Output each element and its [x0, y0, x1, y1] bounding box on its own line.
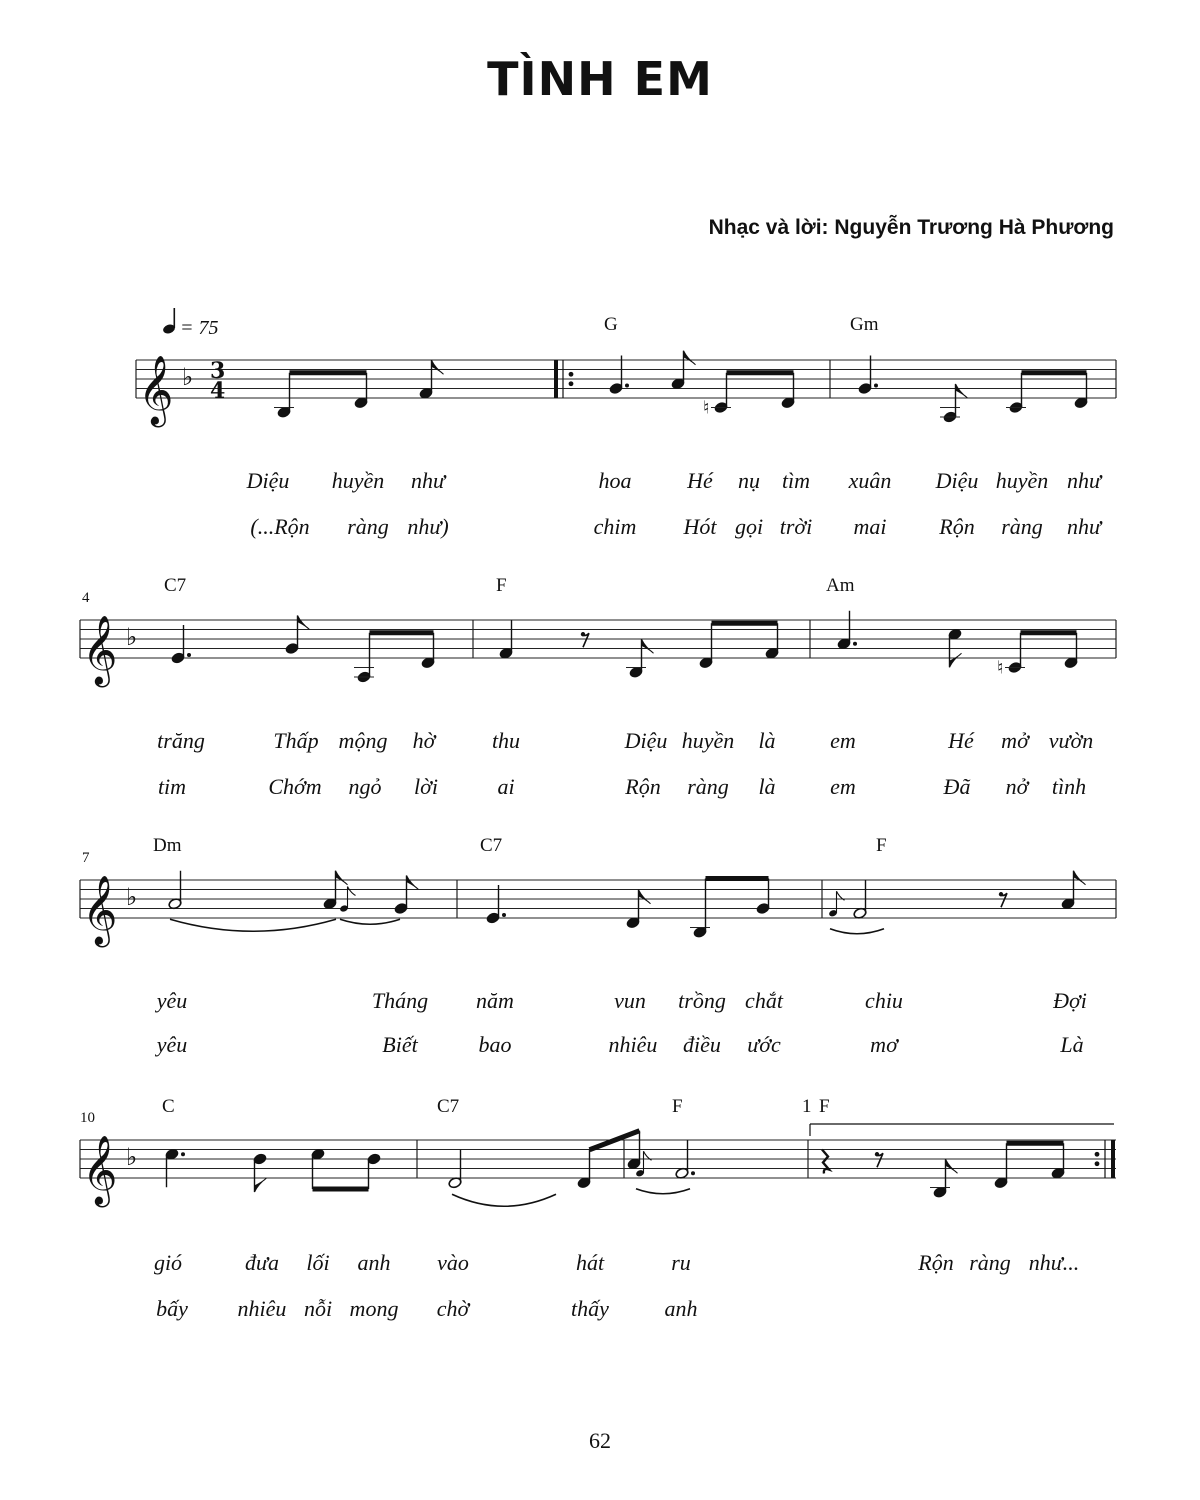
- dot: [874, 384, 878, 388]
- lyric-syllable: hờ: [412, 728, 436, 753]
- lyric-syllable: Là: [1060, 1032, 1084, 1057]
- lyric-syllable: ràng: [969, 1250, 1011, 1275]
- eighth-flag: [432, 360, 444, 374]
- lyric-syllable: Đợi: [1053, 988, 1087, 1013]
- treble-clef-icon: 𝄞: [82, 615, 118, 685]
- repeat-dot: [1095, 1152, 1100, 1157]
- lyric-syllable: Diệu: [624, 728, 668, 753]
- lyric-syllable: như: [1067, 514, 1101, 539]
- lyric-syllable: tim: [157, 774, 187, 799]
- lyric-syllable: em: [830, 774, 856, 799]
- lyric-syllable: Hé: [948, 728, 974, 753]
- dot: [625, 384, 629, 388]
- lyric-syllable: chắt: [745, 988, 783, 1013]
- eighth-flag: [946, 1159, 958, 1173]
- lyric-syllable: Rộn: [939, 514, 975, 539]
- lyric-syllable: bấy: [156, 1296, 188, 1321]
- chord-symbol: Am: [826, 575, 855, 596]
- lyric-syllable: đưa: [245, 1250, 279, 1275]
- chord-symbol: C7: [437, 1096, 460, 1117]
- lyric-syllable: như...: [1028, 1250, 1080, 1275]
- lyric-syllable: Đã: [943, 774, 971, 799]
- lyric-syllable: ràng: [347, 514, 389, 539]
- lyric-syllable: lời: [414, 774, 438, 799]
- lyric-syllable: xuân: [848, 468, 892, 493]
- chord-symbol: F: [876, 835, 887, 856]
- lyric-syllable: nở: [1005, 774, 1029, 799]
- lyric-syllable: bao: [478, 1032, 512, 1057]
- dot: [181, 1152, 185, 1156]
- page-number: 62: [589, 1428, 611, 1453]
- lyric-syllable: nhiêu: [237, 1296, 287, 1321]
- lyric-syllable: ru: [671, 1250, 691, 1275]
- chord-symbol: F: [672, 1096, 683, 1117]
- lyric-syllable: vào: [437, 1250, 469, 1275]
- lyric-syllable: mộng: [338, 728, 388, 753]
- eighth-flag: [407, 876, 419, 890]
- lyric-syllable: nỗi: [303, 1296, 333, 1321]
- flat-sign-icon: ♭: [126, 883, 138, 911]
- lyric-syllable: Diệu: [246, 468, 290, 493]
- eighth-rest: [999, 892, 1003, 896]
- tempo-value: = 75: [180, 317, 219, 339]
- chord-symbol: Gm: [850, 314, 879, 335]
- chord-symbol: G: [604, 314, 618, 335]
- flat-sign-icon: ♭: [182, 363, 194, 391]
- lyric-syllable: trời: [779, 514, 813, 539]
- lyric-syllable: ràng: [1001, 514, 1043, 539]
- lyric-syllable: hát: [575, 1250, 605, 1275]
- lyric-syllable: như: [1067, 468, 1101, 493]
- lyric-syllable: huyền: [331, 468, 385, 493]
- lyric-syllable: tìm: [781, 468, 811, 493]
- lyric-syllable: thấy: [571, 1296, 609, 1321]
- time-signature-top: 3: [210, 358, 226, 384]
- chord-symbol: C: [162, 1096, 175, 1117]
- lyric-syllable: là: [758, 774, 776, 799]
- lyric-syllable: điều: [683, 1032, 721, 1057]
- chord-symbol: Dm: [153, 835, 182, 856]
- slur: [452, 1194, 556, 1206]
- grace-note-flag: [348, 887, 356, 896]
- measure-number: 7: [82, 850, 90, 866]
- chord-symbol: C7: [164, 575, 187, 596]
- lyric-syllable: mai: [853, 514, 887, 539]
- song-title: TÌNH EM: [487, 52, 713, 106]
- lyric-syllable: trồng: [678, 988, 726, 1013]
- dot: [502, 913, 506, 917]
- lyric-syllable: Rộn: [625, 774, 661, 799]
- slur: [636, 1189, 690, 1194]
- time-signature-bottom: 4: [210, 378, 226, 404]
- flat-sign-icon: ♭: [126, 1143, 138, 1171]
- eighth-flag: [298, 616, 310, 630]
- eighth-flag: [684, 351, 696, 365]
- lyric-syllable: Hót: [683, 514, 717, 539]
- treble-clef-icon: 𝄞: [82, 875, 118, 945]
- dot: [853, 642, 857, 646]
- dot: [187, 653, 191, 657]
- eighth-flag: [336, 871, 348, 885]
- flat-sign-icon: ♭: [126, 623, 138, 651]
- lyric-syllable: ai: [497, 774, 515, 799]
- dot: [691, 1171, 695, 1175]
- lyric-syllable: gió: [153, 1250, 183, 1275]
- lyric-syllable: ước: [747, 1032, 781, 1057]
- lyric-syllable: yêu: [156, 1032, 188, 1057]
- treble-clef-icon: 𝄞: [138, 355, 174, 425]
- slur: [340, 919, 400, 924]
- lyric-syllable: là: [758, 728, 776, 753]
- lyric-syllable: Biết: [382, 1032, 418, 1057]
- lyric-syllable: Diệu: [935, 468, 979, 493]
- eighth-flag: [956, 384, 968, 398]
- lyric-syllable: mong: [349, 1296, 399, 1321]
- lyric-syllable: Chớm: [268, 774, 322, 799]
- volta-ending-number: 1: [802, 1096, 812, 1117]
- lyric-syllable: anh: [357, 1250, 391, 1275]
- lyric-syllable: huyền: [995, 468, 1049, 493]
- lyric-syllable: năm: [476, 988, 514, 1013]
- lyric-syllable: chờ: [436, 1296, 470, 1321]
- lyric-syllable: nụ: [738, 468, 760, 493]
- repeat-dot: [569, 381, 574, 386]
- lyric-syllable: Thấp: [273, 728, 319, 753]
- chord-symbol: F: [819, 1096, 830, 1117]
- lyric-syllable: huyền: [681, 728, 735, 753]
- chord-symbol: C7: [480, 835, 503, 856]
- lyric-syllable: vườn: [1048, 728, 1094, 753]
- eighth-rest: [875, 1152, 879, 1156]
- lyric-syllable: vun: [614, 988, 646, 1013]
- lyric-syllable: ràng: [687, 774, 729, 799]
- natural-sign-icon: ♮: [703, 397, 710, 419]
- repeat-dot: [1095, 1161, 1100, 1166]
- lyric-syllable: thu: [491, 728, 521, 753]
- lyric-syllable: ngỏ: [348, 774, 382, 799]
- lyric-syllable: chiu: [865, 988, 903, 1013]
- lyric-syllable: như: [411, 468, 445, 493]
- lyric-syllable: Hé: [687, 468, 713, 493]
- measure-number: 10: [80, 1110, 95, 1126]
- eighth-flag: [642, 639, 654, 653]
- lyric-syllable: anh: [664, 1296, 698, 1321]
- lyric-syllable: em: [830, 728, 856, 753]
- lyric-syllable: mơ: [870, 1032, 898, 1057]
- lyric-syllable: nhiêu: [608, 1032, 658, 1057]
- eighth-flag: [950, 653, 962, 667]
- repeat-dot: [569, 372, 574, 377]
- lyric-syllable: Tháng: [371, 988, 429, 1013]
- lyric-syllable: hoa: [598, 468, 632, 493]
- lyric-syllable: (...Rộn: [250, 514, 310, 539]
- quarter-rest: [822, 1150, 829, 1174]
- eighth-flag: [1074, 871, 1086, 885]
- eighth-flag: [255, 1178, 267, 1192]
- slur: [830, 929, 884, 934]
- treble-clef-icon: 𝄞: [82, 1135, 118, 1205]
- measure-number: 4: [82, 590, 90, 606]
- eighth-flag: [639, 890, 651, 904]
- eighth-rest: [581, 632, 585, 636]
- chord-symbol: F: [496, 575, 507, 596]
- lyric-syllable: như): [407, 514, 449, 539]
- composer-credit: Nhạc và lời: Nguyễn Trương Hà Phương: [708, 216, 1114, 239]
- lyric-syllable: lối: [306, 1250, 330, 1275]
- lyric-syllable: chim: [593, 514, 637, 539]
- lyric-syllable: trăng: [157, 728, 205, 753]
- lyric-syllable: gọi: [734, 514, 764, 539]
- natural-sign-icon: ♮: [997, 657, 1004, 679]
- lyric-syllable: yêu: [156, 988, 188, 1013]
- slur: [170, 919, 336, 931]
- lyric-syllable: Rộn: [918, 1250, 954, 1275]
- lyric-syllable: tình: [1051, 774, 1087, 799]
- lyric-syllable: mở: [1001, 728, 1029, 753]
